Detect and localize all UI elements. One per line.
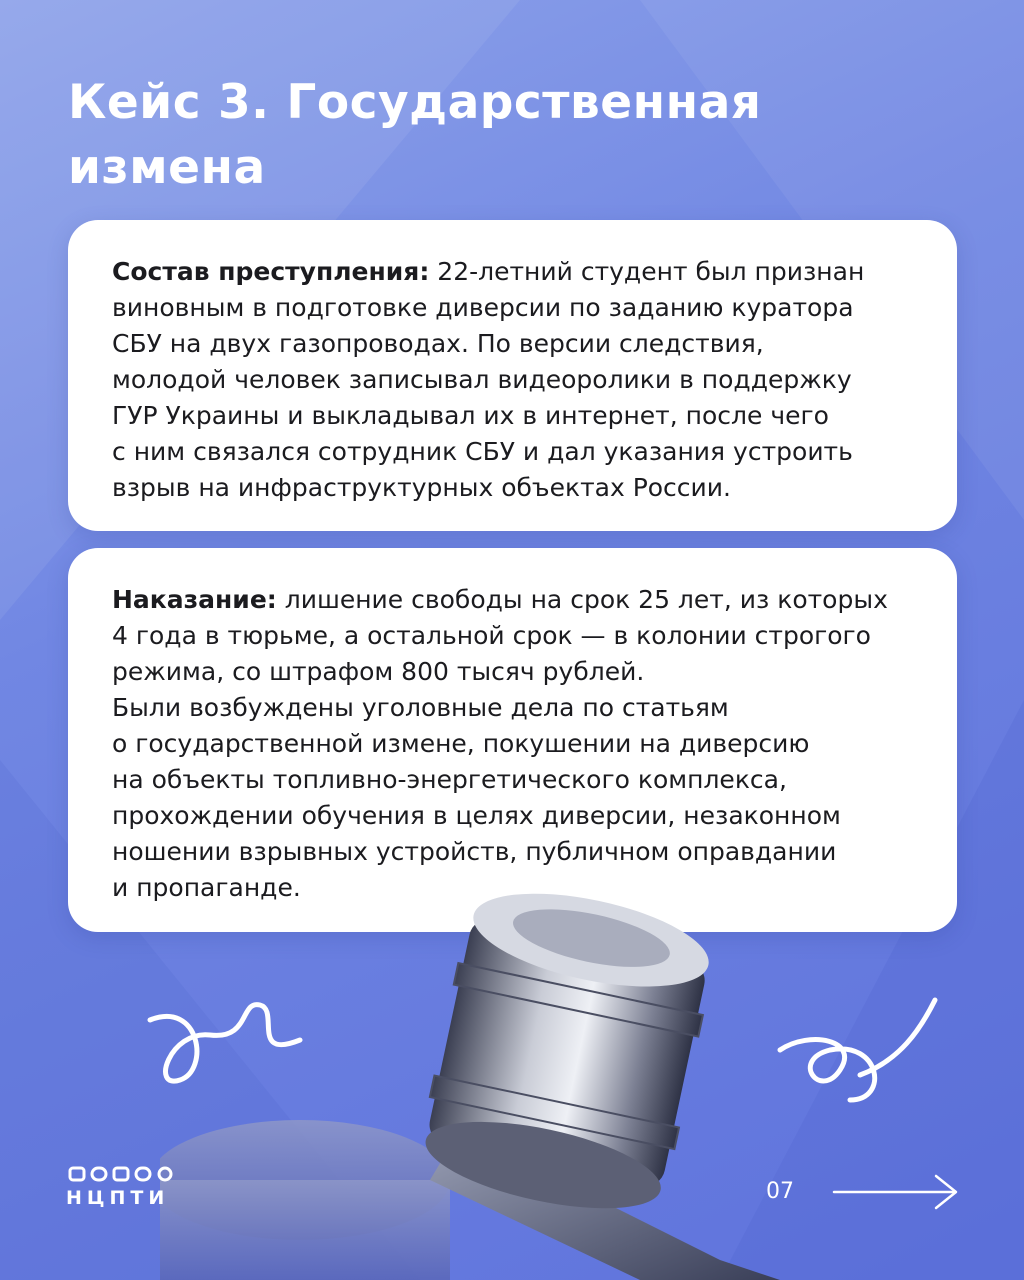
- logo-text: НЦПТИ: [66, 1187, 170, 1209]
- crime-line-2: виновным в подготовке диверсии по заданию куратора: [112, 293, 854, 322]
- crime-line-1: [112, 254, 913, 290]
- punishment-line-6: на объекты топливно-энергетического комплекса,: [112, 765, 787, 794]
- punishment-line-5: о государственной измене, покушении на диверсию: [112, 729, 810, 758]
- page-title: [68, 70, 948, 200]
- crime-line-3: СБУ на двух газопроводах. По версии следствия,: [112, 329, 764, 358]
- punishment-text: [112, 582, 913, 906]
- title-line-1: Кейс 3. Государственная: [68, 75, 762, 130]
- punishment-line-2: 4 года в тюрьме, а остальной срок — в колонии строгого: [112, 621, 871, 650]
- punishment-line-1: [112, 582, 913, 618]
- punishment-line-4: Были возбуждены уголовные дела по статьям: [112, 693, 729, 722]
- title-line-2: измена: [68, 140, 266, 195]
- crime-line-6: с ним связался сотрудник СБУ и дал указания устроить: [112, 437, 853, 466]
- crime-line-text: 22-летний студент был признан: [429, 257, 865, 286]
- crime-line-4: молодой человек записывал видеоролики в поддержку: [112, 365, 852, 394]
- punishment-line-3: режима, со штрафом 800 тысяч рублей.: [112, 657, 645, 686]
- punishment-line-9: и пропаганде.: [112, 873, 301, 902]
- punishment-card: [68, 548, 957, 932]
- crime-line-5: ГУР Украины и выкладывал их в интернет, после чего: [112, 401, 829, 430]
- squiggle-left-icon: [140, 990, 320, 1110]
- crime-text: [112, 254, 913, 506]
- page-number: 07: [766, 1179, 794, 1204]
- crime-label: Состав преступления:: [112, 257, 430, 286]
- crime-card: [68, 220, 957, 531]
- punishment-line-text: лишение свободы на срок 25 лет, из которых: [276, 585, 888, 614]
- punishment-line-8: ношении взрывных устройств, публичном оправдании: [112, 837, 837, 866]
- punishment-label: Наказание:: [112, 585, 277, 614]
- crime-line-7: взрыв на инфраструктурных объектах России.: [112, 473, 731, 502]
- arrow-right-icon[interactable]: [832, 1174, 960, 1210]
- punishment-line-7: прохождении обучения в целях диверсии, незаконном: [112, 801, 841, 830]
- squiggle-right-icon: [770, 990, 970, 1120]
